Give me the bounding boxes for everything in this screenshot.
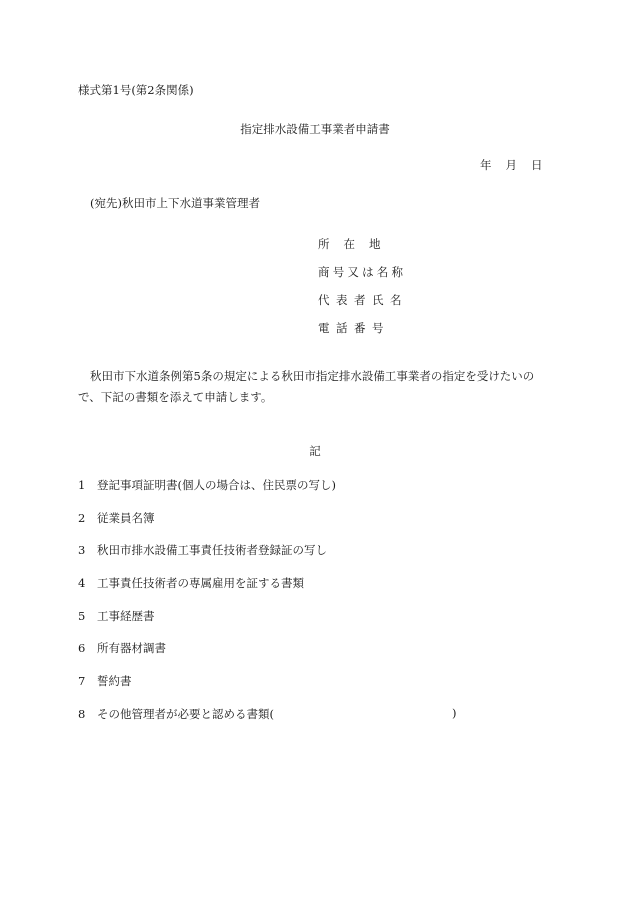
list-item-text: 所有器材調書 <box>97 641 166 656</box>
date-month-label: 月 <box>505 158 517 172</box>
list-item-text: 工事経歴書 <box>97 608 155 623</box>
list-item-text: 従業員名簿 <box>97 510 155 525</box>
list-item-number: 7 <box>78 674 86 689</box>
required-documents-list <box>78 477 336 739</box>
list-item-number: 1 <box>78 478 86 492</box>
list-item-text: 誓約書 <box>97 674 132 689</box>
other-documents-close-paren: ) <box>452 706 457 720</box>
field-address-label: 所在地 <box>318 237 395 251</box>
field-company-name-label: 商号又は名称 <box>318 265 407 279</box>
list-item-text: 登記事項証明書(個人の場合は、住民票の写し) <box>97 478 336 492</box>
list-item <box>78 608 336 641</box>
applicant-fields <box>318 236 408 348</box>
list-item-number: 4 <box>78 576 86 591</box>
field-phone-label: 電話番号 <box>318 321 390 335</box>
list-item-number: 6 <box>78 641 86 656</box>
form-number: 様式第1号(第2条関係) <box>78 83 194 97</box>
date-line <box>480 157 543 173</box>
list-item <box>78 575 336 608</box>
list-item <box>78 510 336 543</box>
document-title: 指定排水設備工事業者申請書 <box>240 122 390 136</box>
list-item-text: その他管理者が必要と認める書類( <box>97 706 274 721</box>
list-item-text: 工事責任技術者の専属雇用を証する書類 <box>97 576 304 591</box>
field-representative-label: 代表者氏名 <box>318 293 408 307</box>
list-item <box>78 706 336 739</box>
ki-heading: 記 <box>309 444 321 458</box>
list-item-number: 8 <box>78 706 86 721</box>
date-year-label: 年 <box>480 158 492 172</box>
list-item-number: 2 <box>78 510 86 525</box>
addressee: (宛先)秋田市上下水道事業管理者 <box>90 196 260 210</box>
date-day-label: 日 <box>531 158 543 172</box>
list-item-number: 3 <box>78 543 86 558</box>
application-statement: 秋田市下水道条例第5条の規定による秋田市指定排水設備工事業者の指定を受けたいので、下記の書類を添えて申請します。 <box>78 369 535 404</box>
list-item <box>78 542 336 575</box>
list-item-number: 5 <box>78 608 86 623</box>
list-item <box>78 640 336 673</box>
list-item-text: 秋田市排水設備工事責任技術者登録証の写し <box>97 543 327 558</box>
list-item <box>78 673 336 706</box>
list-item <box>78 477 336 510</box>
